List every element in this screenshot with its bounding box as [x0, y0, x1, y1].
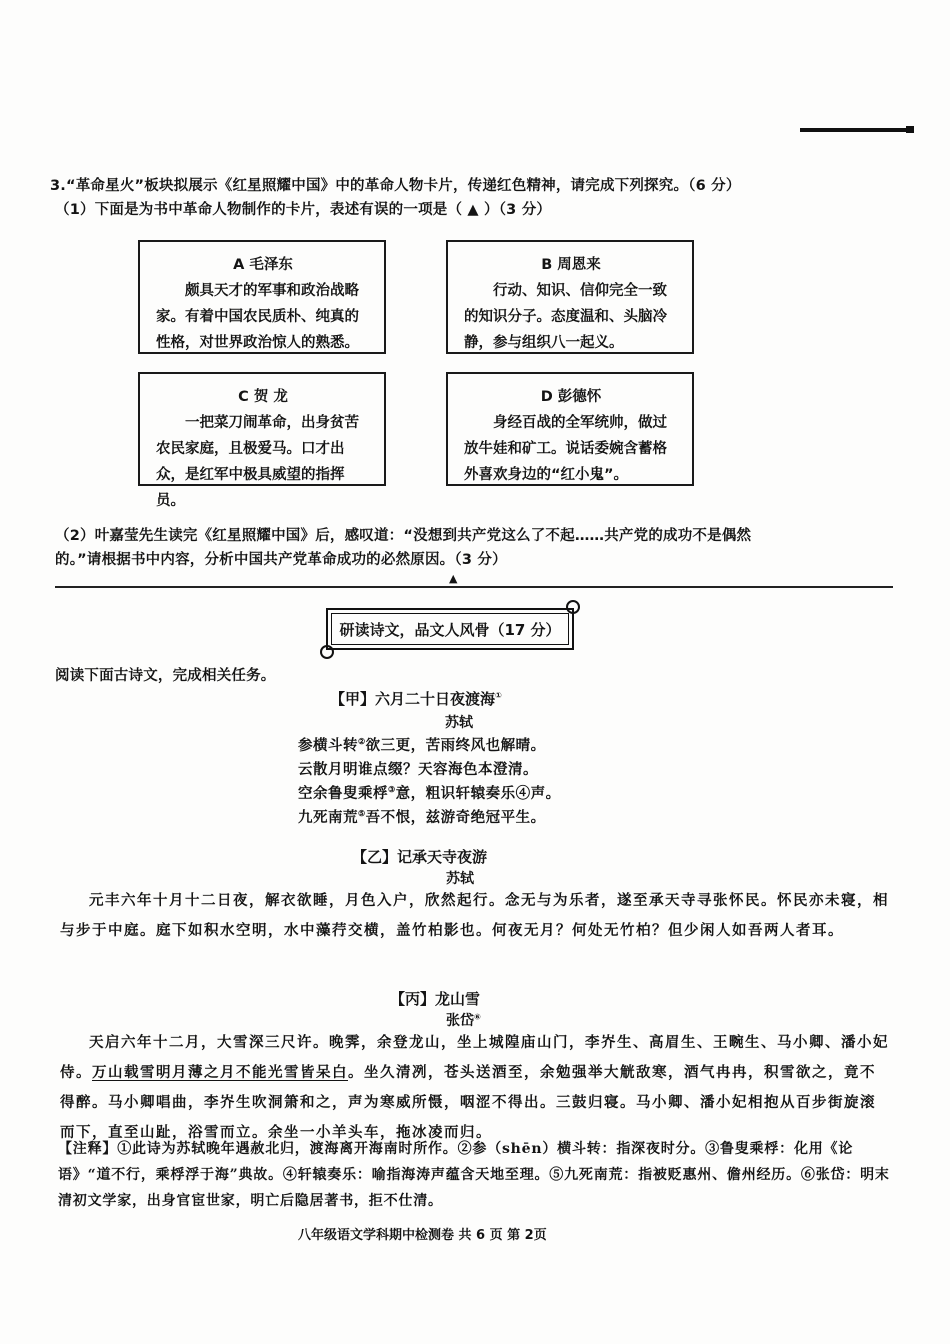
- verse-text: 意，粗识轩辕奏乐④声。: [395, 785, 561, 802]
- poem-jia-line-3: [298, 782, 561, 803]
- verse-note: ⑤: [358, 808, 366, 819]
- poem-jia-line-2: [298, 758, 538, 779]
- header-rule-tip: [906, 126, 914, 133]
- poem-bing-author: [446, 1010, 481, 1030]
- verse-note: ②: [358, 736, 366, 747]
- verse-text: 空余鲁叟乘桴: [298, 785, 388, 802]
- notes: [58, 1136, 893, 1214]
- poem-jia-line-4: [298, 806, 546, 827]
- verse-text: 欲三更，苦雨终风也解晴。: [365, 737, 546, 754]
- card-b[interactable]: [446, 240, 694, 354]
- notes-label: 【注释】: [58, 1141, 118, 1157]
- question-3-sub2-line1: （2）叶嘉莹先生读完《红星照耀中国》后，感叹道：“没想到共产党这么了不起……共产党的成功不是偶然: [55, 528, 752, 544]
- card-c[interactable]: [138, 372, 386, 509]
- header-rule: [800, 128, 912, 132]
- verse-text: 九死南荒: [298, 809, 358, 826]
- poem-bing-text-after: 。坐久清冽，苍头送酒至，余勉强举大觥敌寒，酒气冉冉，积雪欲之，竟不得醉。马小卿唱曲，李岕生吹洞箫和之，声为寒威所慑，咽涩不得出。三鼓归寝。马小卿、潘小妃相抱从百步街旋滚而下，直至山趾，浴雪而立。余坐一小羊头车，拖冰凌而归。: [60, 1064, 876, 1141]
- page-footer: 八年级语文学科期中检测卷 共 6 页 第 2页: [298, 1228, 547, 1243]
- poem-yi-title: 【乙】记承天寺夜游: [352, 848, 488, 866]
- poem-bing-author-text: 张岱: [446, 1013, 474, 1029]
- card-a[interactable]: [138, 240, 386, 354]
- card-d-text: 身经百战的全军统帅，做过放牛娃和矿工。说话委婉含蓄格外喜欢身边的“红小鬼”。: [464, 415, 667, 483]
- poem-bing-text-before: 天启六年十二月，大雪深三尺许。晚霁，余登龙山，坐上城隍庙山门，李岕生、高眉生、王畹生、马小卿、潘小妃侍。: [60, 1034, 889, 1081]
- card-b-title: B 周恩来: [541, 257, 601, 273]
- poem-yi-text: 元丰六年十月十二日夜，解衣欲睡，月色入户，欣然起行。念无与为乐者，遂至承天寺寻张怀民。怀民亦未寝，相与步于中庭。庭下如积水空明，水中藻荇交横，盖竹柏影也。何夜无月？何处无竹柏？但少闲人如吾两人者耳。: [60, 892, 889, 939]
- question-3-sub2-line2: 的。”请根据书中内容，分析中国共产党革命成功的必然原因。（3 分）: [55, 552, 507, 568]
- question-3-stem: 3.“革命星火”板块拟展示《红星照耀中国》中的革命人物卡片，传递红色精神，请完成下列探究。（6 分）: [50, 178, 741, 194]
- poem-bing-author-note: ⑥: [474, 1012, 481, 1022]
- verse-text: 云散月明谁点缀？天容海色本澄清。: [298, 761, 538, 778]
- section-title-text: 研读诗文，品文人风骨（17 分）: [339, 620, 561, 639]
- poem-jia-author: 苏轼: [445, 715, 473, 731]
- question-3-sub1: （1）下面是为书中革命人物制作的卡片，表述有误的一项是（ ▲ ）（3 分）: [55, 202, 552, 218]
- poem-bing-text: [60, 1028, 890, 1148]
- poem-jia-line-1: [298, 734, 546, 755]
- card-a-title: A 毛泽东: [233, 257, 293, 273]
- section-title: [326, 608, 574, 650]
- card-c-title: C 贺 龙: [238, 389, 288, 405]
- notes-text: ①此诗为苏轼晚年遇赦北归，渡海离开海南时所作。②参（shēn）横斗转：指深夜时分。③鲁叟乘桴：化用《论语》“道不行，乘桴浮于海”典故。④轩辕奏乐：喻指海涛声蕴含天地至理。⑤九死南荒：指被贬惠州、儋州经历。⑥张岱：明末清初文学家，出身官宦世家，明亡后隐居著书，拒不仕清。: [58, 1141, 890, 1209]
- verse-text: 吾不恨，兹游奇绝冠平生。: [365, 809, 546, 826]
- card-d[interactable]: [446, 372, 694, 486]
- section-instruction: 阅读下面古诗文，完成相关任务。: [55, 668, 276, 684]
- poem-bing-underlined-sentence: 万山载雪明月薄之月不能光雪皆呆白: [92, 1064, 348, 1081]
- answer-line[interactable]: [55, 586, 893, 588]
- verse-note: ③: [388, 784, 396, 795]
- card-a-text: 颇具天才的军事和政治战略家。有着中国农民质朴、纯真的性格，对世界政治惊人的熟悉。: [156, 283, 359, 351]
- poem-bing-title: 【丙】龙山雪: [390, 990, 481, 1008]
- poem-yi-author: 苏轼: [446, 871, 474, 887]
- verse-text: 参横斗转: [298, 737, 358, 754]
- card-b-text: 行动、知识、信仰完全一致的知识分子。态度温和、头脑冷静，参与组织八一起义。: [464, 283, 667, 351]
- poem-jia-title: [330, 688, 502, 709]
- poem-jia-title-text: 【甲】六月二十日夜渡海: [330, 690, 496, 708]
- card-c-text: 一把菜刀闹革命，出身贫苦农民家庭，且极爱马。口才出众，是红军中极具威望的指挥员。: [156, 415, 359, 509]
- answer-mark: ▲: [449, 572, 458, 585]
- card-d-title: D 彭德怀: [540, 389, 602, 405]
- poem-jia-note-mark: ①: [495, 691, 502, 700]
